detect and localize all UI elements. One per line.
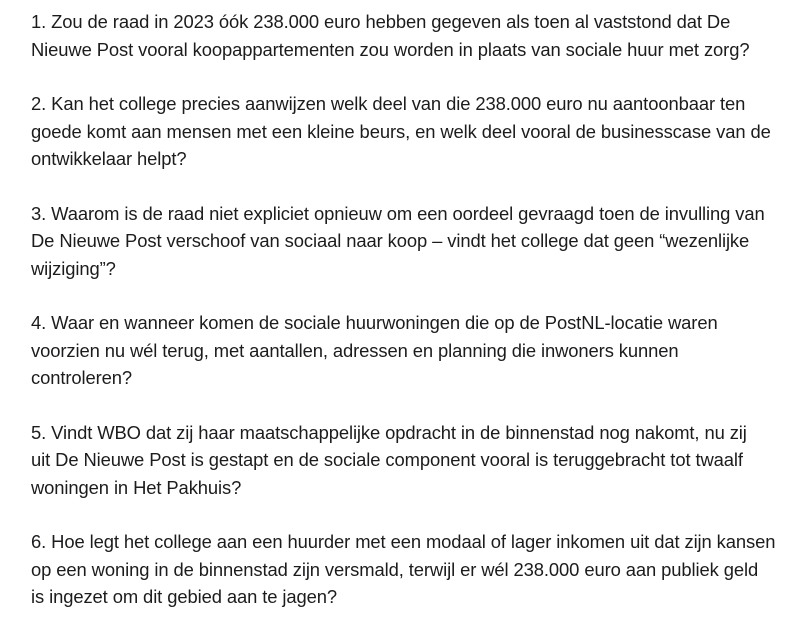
question-line: woningen in Het Pakhuis? — [31, 476, 242, 498]
question-line: op een woning in de binnenstad zijn versmald, terwijl er wél 238.000 euro aan publiek geld — [31, 558, 759, 580]
question-line: 2. Kan het college precies aanwijzen welk deel van die 238.000 euro nu aantoonbaar ten — [31, 93, 746, 114]
question-6 — [31, 528, 785, 611]
question-line: 4. Waar en wanneer komen de sociale huurwoningen die op de PostNL-locatie waren — [31, 312, 718, 333]
question-5 — [31, 419, 785, 502]
question-line: controleren? — [31, 367, 133, 388]
question-3 — [31, 200, 785, 283]
question-line: De Nieuwe Post verschoof van sociaal naar koop – vindt het college dat geen “wezenlijke — [31, 230, 750, 251]
question-4 — [31, 309, 785, 392]
question-line: 3. Waarom is de raad niet expliciet opnieuw om een oordeel gevraagd toen de invulling van — [31, 202, 765, 224]
question-line: uit De Nieuwe Post is gestapt en de sociale component vooral is teruggebracht tot twaalf — [31, 449, 743, 470]
question-line: voorzien nu wél terug, met aantallen, adressen en planning die inwoners kunnen — [31, 339, 679, 361]
question-2 — [31, 90, 785, 173]
question-line: Nieuwe Post vooral koopappartementen zou worden in plaats van sociale huur met zorg? — [31, 38, 750, 60]
question-line: 1. Zou de raad in 2023 óók 238.000 euro hebben gegeven als toen al vaststond dat De — [31, 11, 731, 32]
question-line: goede komt aan mensen met een kleine beurs, en welk deel vooral de businesscase van de — [31, 120, 771, 142]
question-line: is ingezet om dit gebied aan te jagen? — [31, 586, 337, 607]
question-1 — [31, 8, 785, 63]
question-line: wijziging”? — [31, 257, 116, 279]
question-line: 5. Vindt WBO dat zij haar maatschappelijke opdracht in de binnenstad nog nakomt, nu zij — [31, 421, 747, 443]
question-line: ontwikkelaar helpt? — [31, 148, 187, 169]
question-line: 6. Hoe legt het college aan een huurder met een modaal of lager inkomen uit dat zijn kansen — [31, 531, 776, 552]
